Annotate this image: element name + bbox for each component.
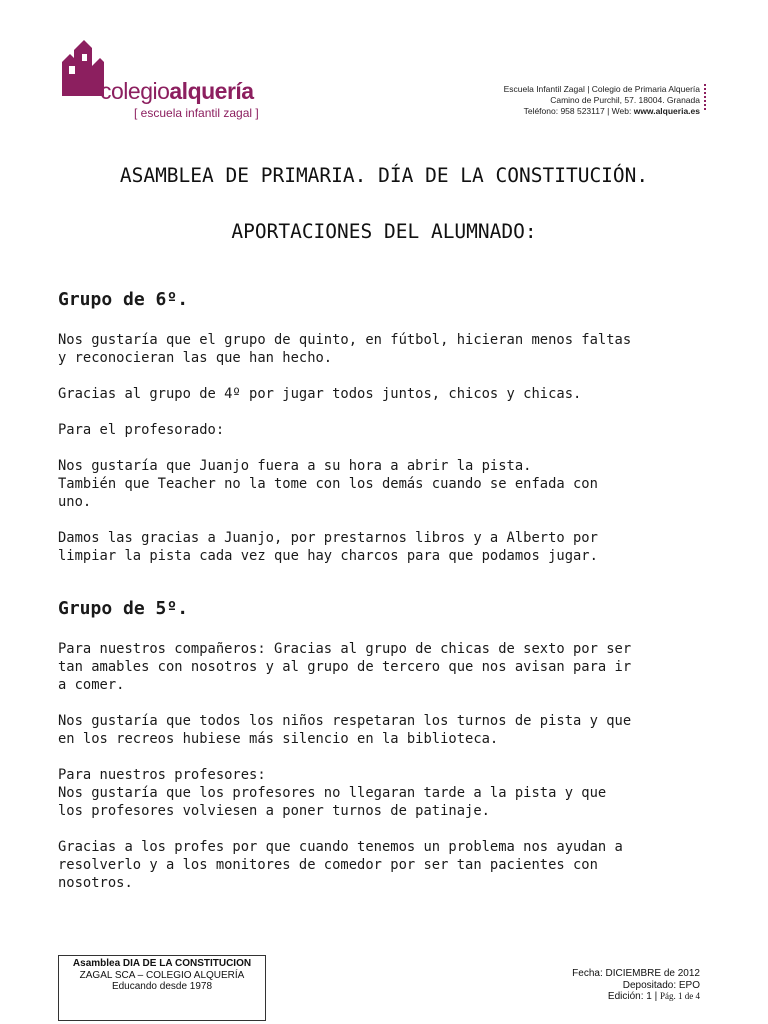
paragraph: Nos gustaría que todos los niños respetaran los turnos de pista y que en los recreos hubiese más silencio en la biblioteca. — [58, 713, 632, 747]
school-logo — [60, 36, 270, 126]
header-info-line2: Camino de Purchil, 57. 18004. Granada — [550, 95, 700, 105]
section-heading-grupo-6: Grupo de 6º. — [58, 289, 189, 310]
footer-box-title: Asamblea DIA DE LA CONSTITUCION — [72, 958, 252, 969]
footer-info-box — [58, 955, 266, 1021]
footer-document-meta — [572, 968, 700, 1003]
castle-logo-icon — [60, 36, 104, 100]
header-contact-info — [504, 84, 700, 117]
footer-box-motto: Educando desde 1978 — [111, 981, 213, 992]
logo-brand — [100, 78, 254, 105]
document-subtitle: APORTACIONES DEL ALUMNADO: — [231, 220, 537, 243]
footer-fecha: Fecha: DICIEMBRE de 2012 — [572, 968, 700, 979]
paragraph: Para nuestros profesores: Nos gustaría que los profesores no llegaran tarde a la pista y que los profesores volviesen a poner turnos de patinaje. — [58, 767, 607, 819]
paragraph: Para el profesorado: — [58, 422, 225, 438]
document-body — [58, 288, 718, 910]
logo-brand-part2: alquería — [169, 78, 254, 104]
paragraph: Nos gustaría que Juanjo fuera a su hora a abrir la pista. También que Teacher no la tome con los demás cuando se enfada con uno. — [58, 458, 598, 510]
header-website-link[interactable]: www.alqueria.es — [633, 106, 700, 116]
paragraph: Damos las gracias a Juanjo, por prestarnos libros y a Alberto por limpiar la pista cada vez que hay charcos para que podamos jugar. — [58, 530, 598, 564]
footer-edicion: Edición: 1 | — [607, 991, 660, 1002]
paragraph: Gracias a los profes por que cuando tenemos un problema nos ayudan a resolverlo y a los monitores de comedor por ser tan pacientes con nosotros. — [58, 839, 623, 891]
header-dots-decoration — [703, 84, 707, 112]
footer-page-number: Pág. 1 de 4 — [660, 991, 700, 1001]
paragraph: Nos gustaría que el grupo de quinto, en fútbol, hicieran menos faltas y reconocieran las que han hecho. — [58, 332, 632, 366]
header-phone: Teléfono: 958 523117 | Web: — [523, 106, 634, 116]
header-info-line1: Escuela Infantil Zagal | Colegio de Primaria Alquería — [503, 84, 700, 94]
footer-box-company: ZAGAL SCA – COLEGIO ALQUERÍA — [79, 969, 245, 981]
logo-subtitle: [ escuela infantil zagal ] — [134, 106, 259, 120]
footer-edicion-line — [572, 991, 700, 1003]
document-title: ASAMBLEA DE PRIMARIA. DÍA DE LA CONSTITUCIÓN. — [119, 164, 649, 187]
paragraph: Gracias al grupo de 4º por jugar todos juntos, chicos y chicas. — [58, 386, 582, 402]
header-info-line3 — [504, 106, 700, 117]
section-heading-grupo-5: Grupo de 5º. — [58, 598, 189, 619]
footer-depositado: Depositado: EPO — [622, 979, 700, 991]
paragraph: Para nuestros compañeros: Gracias al grupo de chicas de sexto por ser tan amables con nosotros y al grupo de tercero que nos avisan para ir a comer. — [58, 641, 632, 693]
logo-brand-part1: colegio — [100, 78, 170, 104]
